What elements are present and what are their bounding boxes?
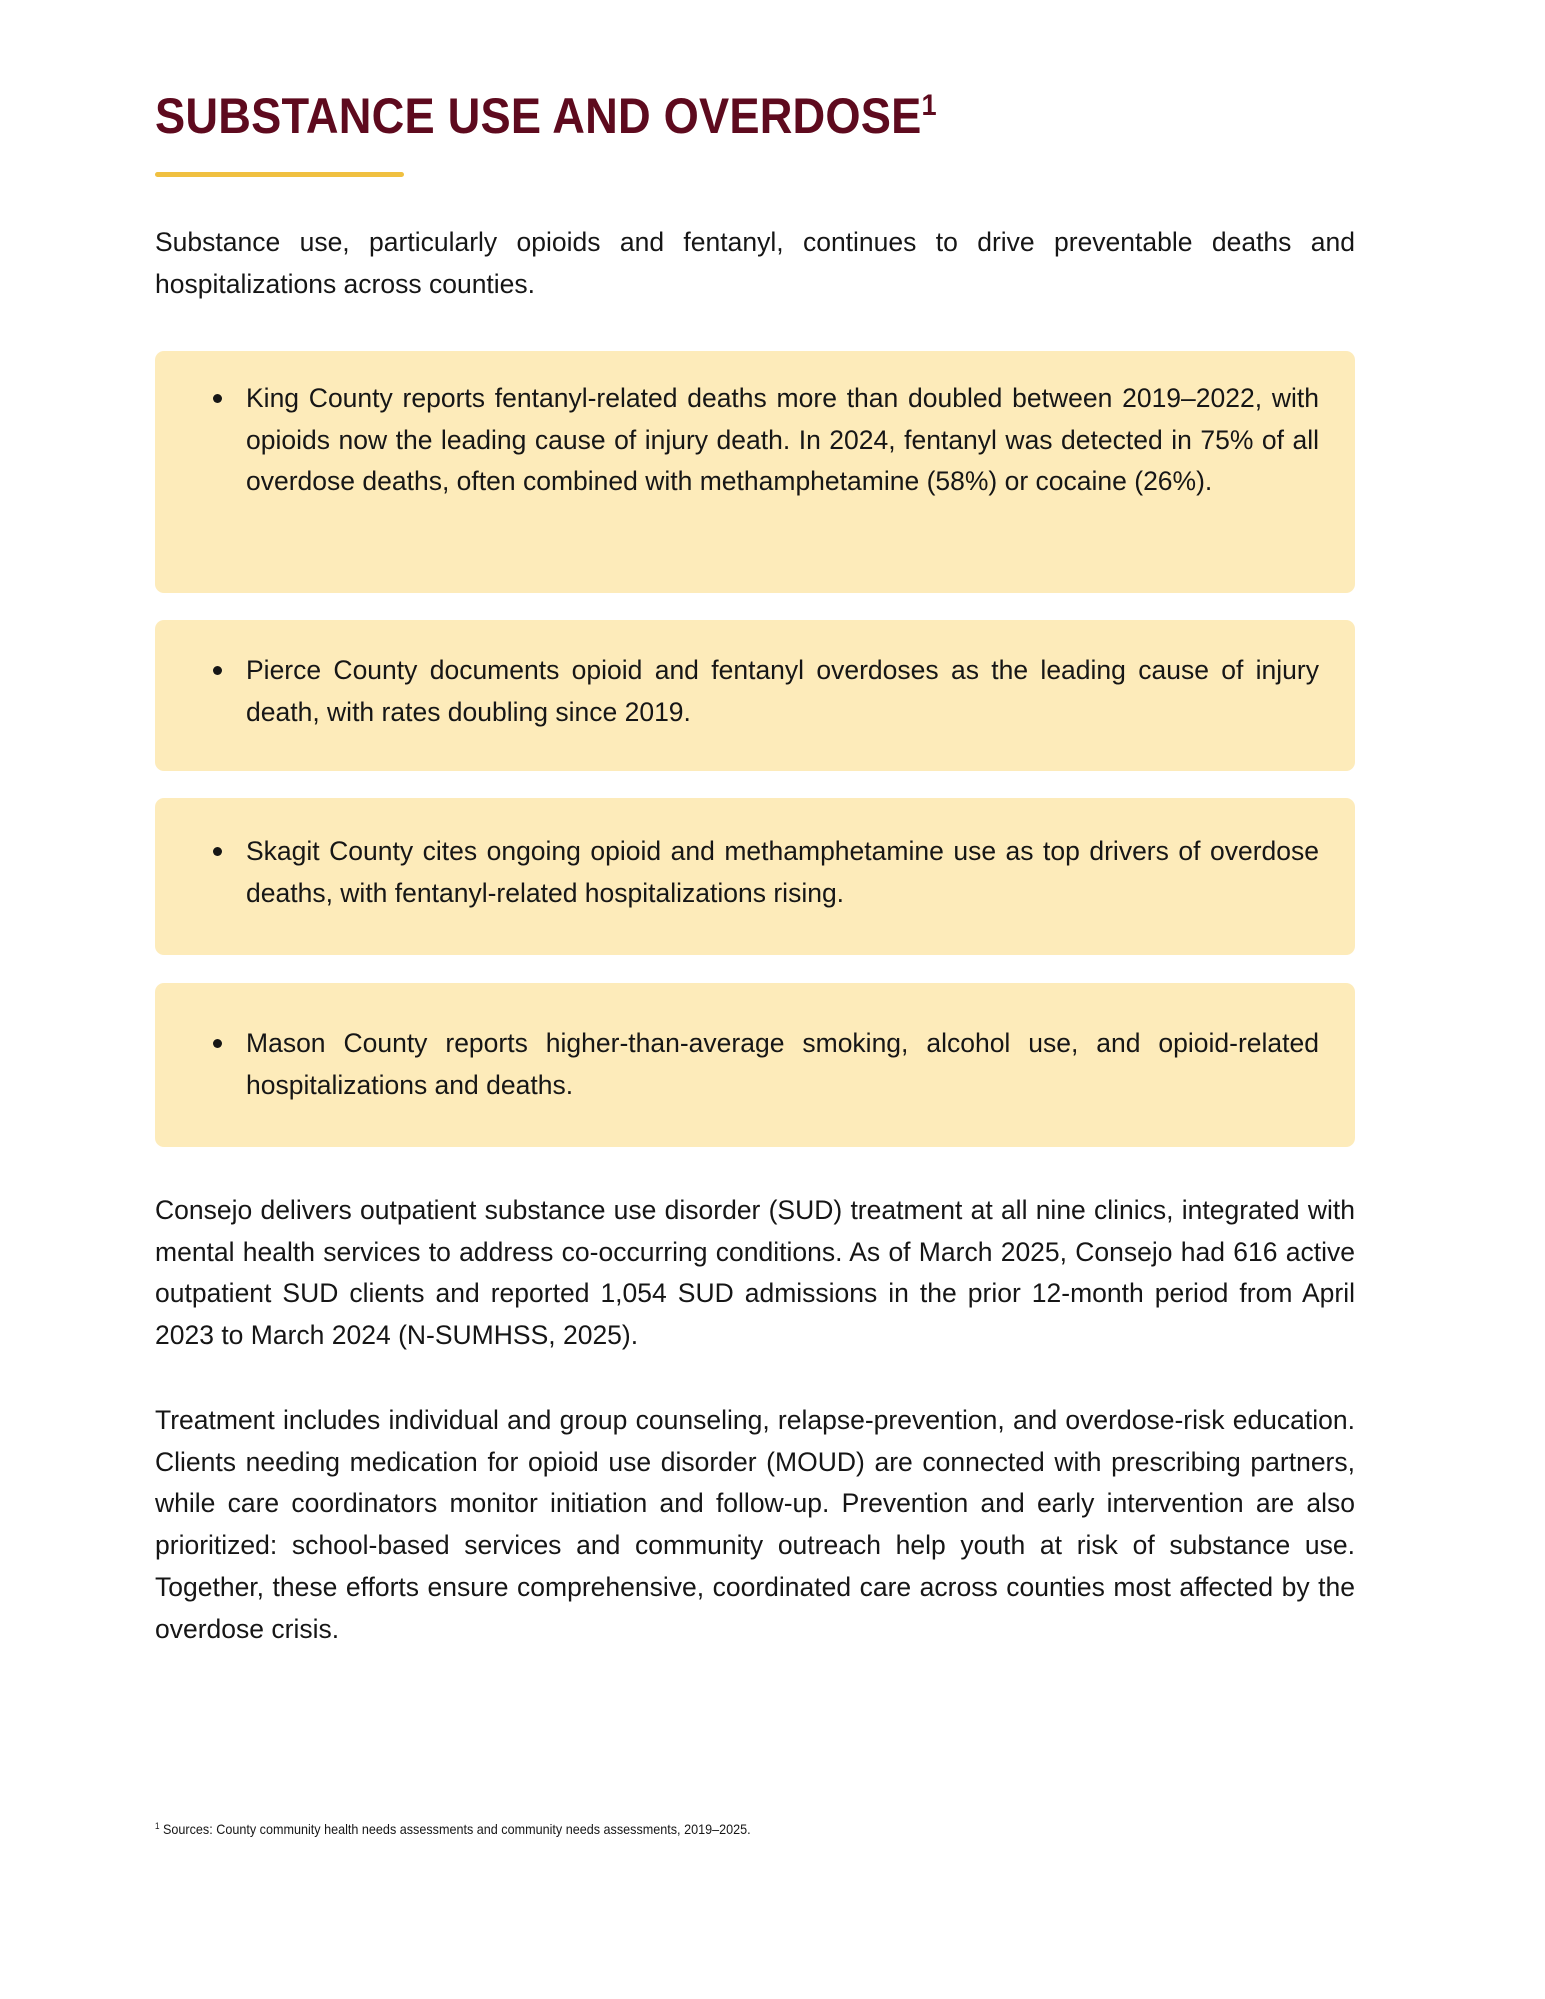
bullet-icon [213,394,222,403]
title-underline-divider [155,172,404,177]
highlight-box-mason-county [155,983,1355,1147]
list-item [246,650,1319,733]
list-item [246,831,1319,914]
body-paragraph-treatment-overview: Consejo delivers outpatient substance use disorder (SUD) treatment at all nine clinics, integrated with mental health services to address co-occurring conditions. As of March 2025, Consejo had 616 active outpatient SUD clients and reported 1,054 SUD admissions in the prior 12-month period from April 2023 to March 2024 (N-SUMHSS, 2025). [155,1195,1355,1351]
list-item-text: Mason County reports higher-than-average smoking, alcohol use, and opioid-related hospitalizations and deaths. [246,1028,1319,1100]
page-title [155,86,937,146]
highlight-box-pierce-county [155,620,1355,771]
body-paragraph-treatment-services: Treatment includes individual and group counseling, relapse-prevention, and overdose-risk education. Clients needing medication for opioid use disorder (MOUD) are connected with prescribing partners, while care coordinators monitor initiation and follow-up. Prevention and early intervention are also prioritized: school-based services and community outreach help youth at risk of substance use. Together, these efforts ensure comprehensive, coordinated care across counties most affected by the overdose crisis. [155,1405,1355,1644]
highlight-box-king-county [155,351,1355,593]
footnote-marker: 1 [155,1821,160,1831]
list-item [246,378,1319,503]
title-footnote-marker[interactable]: 1 [921,89,937,122]
footnote [155,1820,751,1838]
list-item-text: Skagit County cites ongoing opioid and methamphetamine use as top drivers of overdose deaths, with fentanyl-related hospitalizations rising. [246,836,1319,908]
bullet-icon [213,1039,222,1048]
intro-paragraph: Substance use, particularly opioids and fentanyl, continues to drive preventable deaths and hospitalizations across counties. [155,227,1355,299]
page-title-text: SUBSTANCE USE AND OVERDOSE [155,88,922,144]
list-item-text: Pierce County documents opioid and fentanyl overdoses as the leading cause of injury death, with rates doubling since 2019. [246,655,1319,727]
bullet-icon [213,847,222,856]
list-item [246,1023,1319,1106]
footnote-text: Sources: County community health needs assessments and community needs assessments, 2019–2025. [159,1821,751,1837]
bullet-icon [213,666,222,675]
highlight-box-skagit-county [155,798,1355,955]
list-item-text: King County reports fentanyl-related deaths more than doubled between 2019–2022, with opioids now the leading cause of injury death. In 2024, fentanyl was detected in 75% of all overdose deaths, often combined with methamphetamine (58%) or cocaine (26%). [246,383,1319,497]
